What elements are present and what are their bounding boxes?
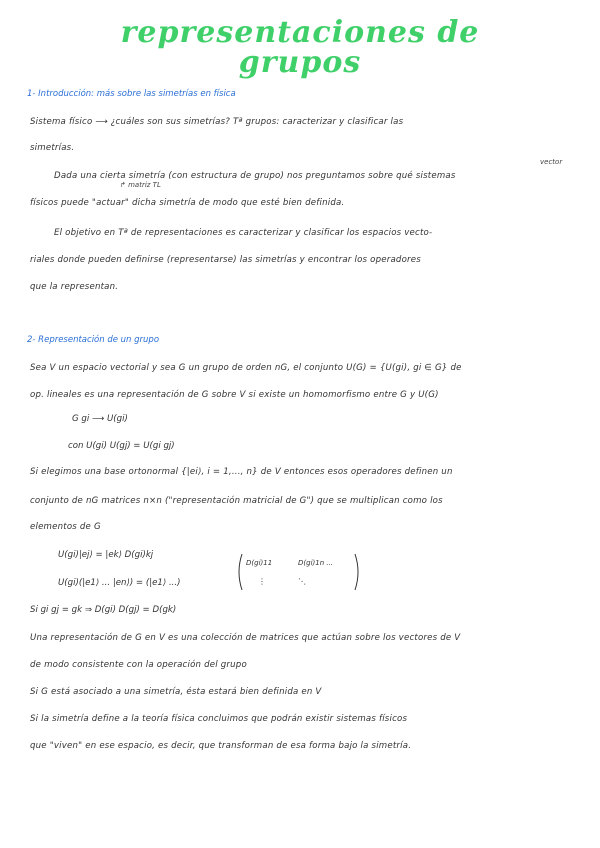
text-line: elementos de G	[30, 522, 101, 532]
matrix-dots: ⋱	[298, 577, 306, 586]
matrix-dots: ⋮	[258, 577, 266, 586]
matrix-entry: D(gi)11	[246, 559, 273, 567]
matrix-bracket	[236, 552, 361, 592]
text-line: El objetivo en Tª de representaciones es caracterizar y clasificar los espacios vecto-	[54, 228, 433, 238]
section-1-heading: 1- Introducción: más sobre las simetrías en física	[27, 89, 236, 99]
math-line: Si gi gj = gk ⇒ D(gi) D(gj) = D(gk)	[30, 605, 177, 615]
text-line: que "viven" en ese espacio, es decir, que transforman de esa forma bajo la simetría.	[30, 741, 412, 751]
page-title-line-1: representaciones de	[120, 15, 480, 50]
math-line: U(gi)|ej⟩ = |ek⟩ D(gi)kj	[58, 550, 154, 560]
text-line: Si elegimos una base ortonormal {|ei⟩, i = 1,..., n} de V entonces esos operadores definen un	[30, 467, 453, 477]
text-line: físicos puede "actuar" dicha simetría de modo que esté bien definida.	[30, 198, 345, 208]
text-line: op. lineales es una representación de G sobre V si existe un homomorfismo entre G y U(G)	[30, 390, 439, 400]
text-line: Una representación de G en V es una colección de matrices que actúan sobre los vectores de V	[30, 633, 461, 643]
math-line: con U(gi) U(gj) = U(gi gj)	[68, 441, 175, 451]
text-line: de modo consistente con la operación del grupo	[30, 660, 247, 670]
annotation-vector: vector	[540, 158, 563, 166]
math-line: U(gi)(|e1⟩ ... |en⟩) = (|e1⟩ ...)	[58, 578, 181, 588]
text-line: Sistema físico ⟶ ¿cuáles son sus simetrías? Tª grupos: caracterizar y clasificar las	[30, 117, 404, 127]
text-line: conjunto de nG matrices n×n ("representación matricial de G") que se multiplican como los	[30, 496, 443, 506]
text-line: Dada una cierta simetría (con estructura de grupo) nos preguntamos sobre qué sistemas	[54, 171, 456, 181]
text-line: Sea V un espacio vectorial y sea G un grupo de orden nG, el conjunto U(G) = {U(gi), gi ∈ G} de	[30, 363, 462, 373]
page-title-line-2: grupos	[238, 45, 362, 80]
matrix-entry: D(gi)1n ...	[298, 559, 334, 567]
text-line: Si la simetría define a la teoría física concluimos que podrán existir sistemas físicos	[30, 714, 408, 724]
text-line: que la representan.	[30, 282, 119, 292]
section-2-heading: 2- Representación de un grupo	[27, 335, 160, 345]
text-line: simetrías.	[30, 143, 75, 153]
text-line: Si G está asociado a una simetría, ésta estará bien definida en V	[30, 687, 322, 697]
text-line: riales donde pueden definirse (representarse) las simetrías y encontrar los operadores	[30, 255, 421, 265]
math-line: G gi ⟶ U(gi)	[72, 414, 128, 424]
annotation-matrix: ↱ matriz TL	[120, 181, 161, 189]
